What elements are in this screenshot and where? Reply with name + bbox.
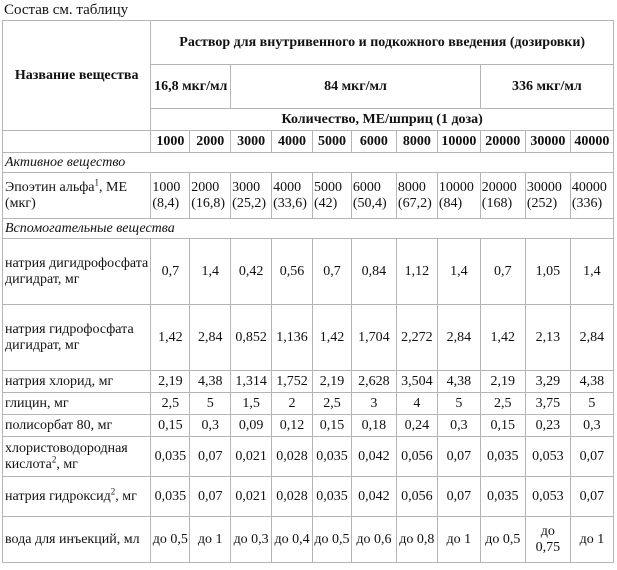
table-cell: до 0,75 <box>525 517 570 563</box>
table-cell: 3,75 <box>525 393 570 415</box>
table-cell: 0,3 <box>570 415 613 437</box>
table-cell: 4,38 <box>437 371 480 393</box>
table-cell: 0,7 <box>151 239 190 305</box>
row-label <box>3 517 151 563</box>
table-cell: 3 <box>351 393 396 415</box>
table-cell: 2 <box>272 393 313 415</box>
row-label <box>3 371 151 393</box>
section-auxiliary: Вспомогательные вещества <box>3 219 614 239</box>
table-cell: 0,18 <box>351 415 396 437</box>
active-row-label <box>3 173 151 219</box>
dose-header: 8000 <box>396 131 437 153</box>
table-cell: 2,272 <box>396 305 437 371</box>
conc-header-2: 84 мкг/мл <box>231 65 481 109</box>
table-cell: 8000 (67,2) <box>396 173 437 219</box>
table-cell: 0,09 <box>231 415 272 437</box>
table-cell: 2,5 <box>313 393 352 415</box>
table-cell: 0,035 <box>151 477 190 517</box>
table-row <box>3 477 614 517</box>
table-cell: 0,42 <box>231 239 272 305</box>
name-column-header: Название вещества <box>3 21 151 131</box>
section-active: Активное вещество <box>3 153 614 173</box>
dose-header: 10000 <box>437 131 480 153</box>
row-label <box>3 305 151 371</box>
table-cell: 3000 (25,2) <box>231 173 272 219</box>
table-cell: 0,042 <box>351 477 396 517</box>
table-cell: 0,035 <box>313 437 352 477</box>
table-cell: 0,23 <box>525 415 570 437</box>
table-cell: до 0,5 <box>313 517 352 563</box>
table-cell: 3,504 <box>396 371 437 393</box>
table-cell: 0,021 <box>231 477 272 517</box>
row-label-suffix: , мг <box>56 456 78 472</box>
row-label-text: натрия дигидрофосфата дигидрат, мг <box>5 255 149 287</box>
table-cell: 0,07 <box>570 477 613 517</box>
table-cell: 0,3 <box>190 415 231 437</box>
table-cell: 0,7 <box>313 239 352 305</box>
table-cell: до 0,5 <box>151 517 190 563</box>
table-cell: до 1 <box>437 517 480 563</box>
table-cell: 2,13 <box>525 305 570 371</box>
table-cell: 2,84 <box>570 305 613 371</box>
table-cell: 1,42 <box>151 305 190 371</box>
row-label-text: хлористоводородная кислота <box>5 440 128 472</box>
table-cell: 0,3 <box>437 415 480 437</box>
dose-header: 4000 <box>272 131 313 153</box>
dose-header: 40000 <box>570 131 613 153</box>
table-cell: 1000 (8,4) <box>151 173 190 219</box>
row-label <box>3 239 151 305</box>
table-cell: 1,314 <box>231 371 272 393</box>
table-cell: до 0,6 <box>351 517 396 563</box>
table-row <box>3 415 614 437</box>
row-label-suffix: , мг <box>115 488 137 504</box>
table-cell: до 0,8 <box>396 517 437 563</box>
table-cell: 0,15 <box>313 415 352 437</box>
table-cell: 1,4 <box>437 239 480 305</box>
row-label <box>3 477 151 517</box>
dose-row-label <box>3 131 151 153</box>
table-cell: 5 <box>570 393 613 415</box>
row-label-text: глицин, мг <box>5 395 69 411</box>
row-label-text: полисорбат 80, мг <box>5 417 113 433</box>
table-cell: 0,056 <box>396 477 437 517</box>
table-cell: 0,12 <box>272 415 313 437</box>
table-row <box>3 239 614 305</box>
table-cell: 1,05 <box>525 239 570 305</box>
table-cell: 4,38 <box>190 371 231 393</box>
table-cell: 3,29 <box>525 371 570 393</box>
row-label <box>3 393 151 415</box>
dose-header: 2000 <box>190 131 231 153</box>
table-cell: 2,5 <box>480 393 525 415</box>
table-cell: до 0,4 <box>272 517 313 563</box>
table-cell: до 1 <box>190 517 231 563</box>
table-cell: 0,15 <box>480 415 525 437</box>
table-cell: 1,42 <box>313 305 352 371</box>
table-cell: 0,07 <box>570 437 613 477</box>
table-cell: 0,07 <box>190 477 231 517</box>
table-cell: 0,035 <box>480 437 525 477</box>
table-cell: 0,035 <box>480 477 525 517</box>
composition-table <box>2 20 614 563</box>
dose-header: 1000 <box>151 131 190 153</box>
table-cell: 5 <box>437 393 480 415</box>
row-label-text: вода для инъекций, мл <box>5 531 140 547</box>
table-cell: 0,852 <box>231 305 272 371</box>
table-cell: 2,84 <box>190 305 231 371</box>
conc-header-3: 336 мкг/мл <box>480 65 613 109</box>
dose-header: 3000 <box>231 131 272 153</box>
row-label-text: натрия гидроксид <box>5 488 111 504</box>
dose-header: 6000 <box>351 131 396 153</box>
table-cell: 1,136 <box>272 305 313 371</box>
table-cell: 0,07 <box>437 477 480 517</box>
table-cell: 20000 (168) <box>480 173 525 219</box>
table-cell: 40000 (336) <box>570 173 613 219</box>
table-cell: 1,4 <box>570 239 613 305</box>
table-cell: 0,056 <box>396 437 437 477</box>
table-cell: 0,053 <box>525 477 570 517</box>
table-cell: 0,035 <box>151 437 190 477</box>
dose-header: 30000 <box>525 131 570 153</box>
table-cell: до 1 <box>570 517 613 563</box>
table-cell: 0,028 <box>272 437 313 477</box>
table-cell: 4000 (33,6) <box>272 173 313 219</box>
table-cell: до 0,5 <box>480 517 525 563</box>
table-cell: 0,07 <box>437 437 480 477</box>
table-cell: 0,035 <box>313 477 352 517</box>
table-caption: Состав см. таблицу <box>4 2 129 18</box>
table-cell: до 0,3 <box>231 517 272 563</box>
table-cell: 0,24 <box>396 415 437 437</box>
dose-header: 20000 <box>480 131 525 153</box>
table-cell: 0,042 <box>351 437 396 477</box>
table-cell: 0,56 <box>272 239 313 305</box>
table-cell: 4,38 <box>570 371 613 393</box>
row-label <box>3 437 151 477</box>
table-cell: 10000 (84) <box>437 173 480 219</box>
table-cell: 0,7 <box>480 239 525 305</box>
footnote-mark: 2 <box>110 485 116 496</box>
table-cell: 2,84 <box>437 305 480 371</box>
table-cell: 2,628 <box>351 371 396 393</box>
table-row <box>3 393 614 415</box>
footnote-1: 1 <box>94 176 100 187</box>
solution-header: Раствор для внутривенного и подкожного введения (дозировки) <box>151 21 614 65</box>
table-cell: 1,5 <box>231 393 272 415</box>
table-cell: 0,028 <box>272 477 313 517</box>
table-row <box>3 371 614 393</box>
table-cell: 5000 (42) <box>313 173 352 219</box>
table-cell: 2,5 <box>151 393 190 415</box>
table-cell: 2,19 <box>313 371 352 393</box>
table-cell: 1,4 <box>190 239 231 305</box>
table-cell: 1,752 <box>272 371 313 393</box>
row-label <box>3 415 151 437</box>
table-cell: 2,19 <box>480 371 525 393</box>
row-label-text: натрия хлорид, мг <box>5 373 114 389</box>
row-label-text: натрия гидрофосфата дигидрат, мг <box>5 321 134 353</box>
dose-header: 5000 <box>313 131 352 153</box>
table-cell: 6000 (50,4) <box>351 173 396 219</box>
table-cell: 0,021 <box>231 437 272 477</box>
active-label-rest: , МЕ (мкг) <box>5 179 128 211</box>
quantity-header: Количество, МЕ/шприц (1 доза) <box>151 109 614 131</box>
table-cell: 1,704 <box>351 305 396 371</box>
table-cell: 2,19 <box>151 371 190 393</box>
table-cell: 4 <box>396 393 437 415</box>
table-cell: 0,053 <box>525 437 570 477</box>
table-cell: 1,12 <box>396 239 437 305</box>
table-cell: 0,84 <box>351 239 396 305</box>
active-label-main: Эпоэтин альфа <box>5 179 95 195</box>
footnote-mark: 2 <box>51 453 57 464</box>
table-cell: 30000 (252) <box>525 173 570 219</box>
table-row <box>3 517 614 563</box>
table-cell: 0,07 <box>190 437 231 477</box>
conc-header-1: 16,8 мкг/мл <box>151 65 231 109</box>
table-cell: 1,42 <box>480 305 525 371</box>
table-cell: 0,15 <box>151 415 190 437</box>
table-row <box>3 305 614 371</box>
table-row <box>3 437 614 477</box>
table-cell: 2000 (16,8) <box>190 173 231 219</box>
table-cell: 5 <box>190 393 231 415</box>
